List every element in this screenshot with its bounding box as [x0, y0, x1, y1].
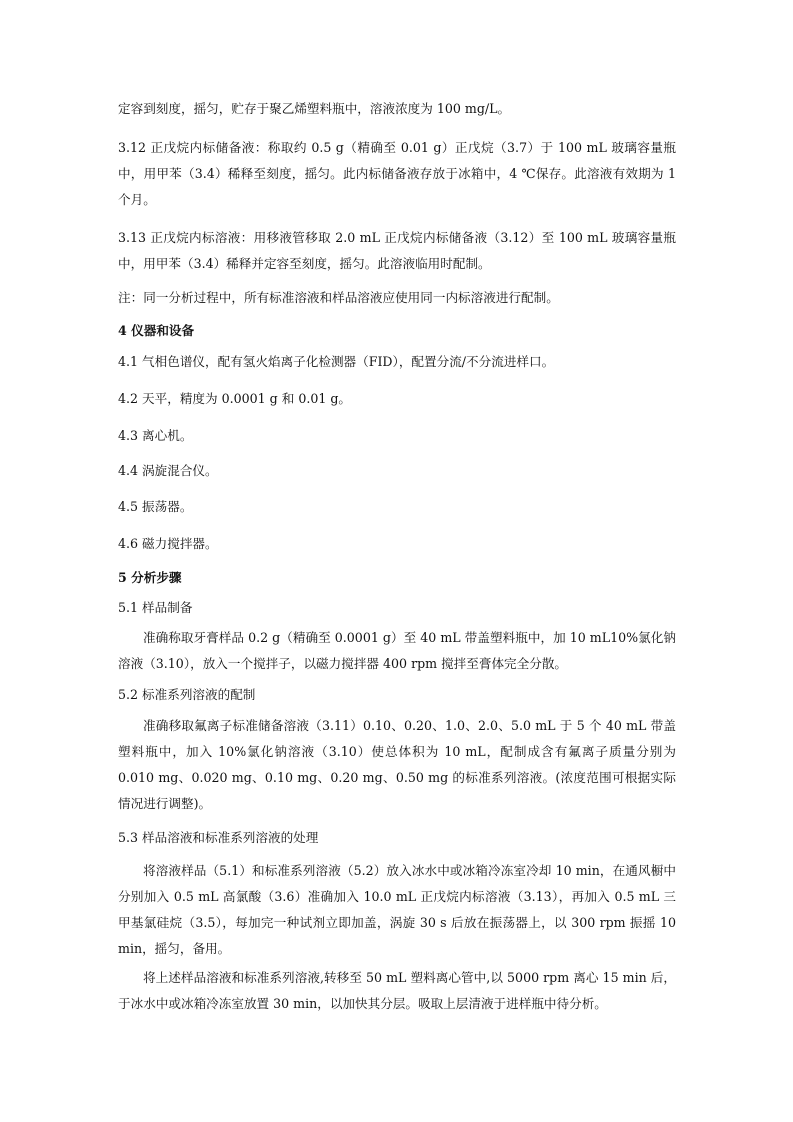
section-heading-4: 4 仪器和设备 — [118, 323, 195, 338]
paragraph-5-3-a: 将溶液样品（5.1）和标准系列溶液（5.2）放入冰水中或冰箱冷冻室冷却 10 min，在通风橱中分别加入 0.5 mL 高氯酸（3.6）准确加入 10.0 mL 正戊烷内标溶液（3.13），再加入 0.5 mL 三甲基氯硅烷（3.5），每加完一种试剂立即加盖，涡旋 30 s 后放在振荡器上，以 300 rpm 振摇 10 min，摇匀，备用。 — [118, 863, 676, 956]
item-4-2: 4.2 天平，精度为 0.0001 g 和 0.01 g。 — [118, 391, 352, 406]
note-paragraph: 注：同一分析过程中，所有标准溶液和样品溶液应使用同一内标溶液进行配制。 — [118, 290, 559, 305]
paragraph-5-3-b: 将上述样品溶液和标准系列溶液,转移至 50 mL 塑料离心管中,以 5000 rpm 离心 15 min 后，于冰水中或冰箱冷冻室放置 30 min，以加快其分层。吸取上层清液于进样瓶中待分析。 — [118, 970, 676, 1011]
paragraph-3-11-continuation: 定容到刻度，摇匀，贮存于聚乙烯塑料瓶中，溶液浓度为 100 mg/L。 — [118, 101, 511, 116]
section-heading-5: 5 分析步骤 — [118, 570, 182, 585]
paragraph-3-12: 3.12 正戊烷内标储备液：称取约 0.5 g（精确至 0.01 g）正戊烷（3.7）于 100 mL 玻璃容量瓶中，用甲苯（3.4）稀释至刻度，摇匀。此内标储备液存放于冰箱中，4 ℃保存。此溶液有效期为 1 个月。 — [118, 140, 676, 207]
item-4-6: 4.6 磁力搅拌器。 — [118, 536, 218, 551]
paragraph-3-13: 3.13 正戊烷内标溶液：用移液管移取 2.0 mL 正戊烷内标储备液（3.12）至 100 mL 玻璃容量瓶中，用甲苯（3.4）稀释并定容至刻度，摇匀。此溶液临用时配制。 — [118, 230, 676, 271]
item-4-1: 4.1 气相色谱仪，配有氢火焰离子化检测器（FID），配置分流/不分流进样口。 — [118, 354, 555, 369]
item-4-4: 4.4 涡旋混合仪。 — [118, 463, 218, 478]
paragraph-5-1: 准确称取牙膏样品 0.2 g（精确至 0.0001 g）至 40 mL 带盖塑料瓶中，加 10 mL10%氯化钠溶液（3.10），放入一个搅拌子，以磁力搅拌器 400 rpm 搅拌至膏体完全分散。 — [118, 630, 676, 671]
subsection-heading-5-3: 5.3 样品溶液和标准系列溶液的处理 — [118, 830, 319, 845]
subsection-heading-5-1: 5.1 样品制备 — [118, 600, 193, 615]
paragraph-5-2: 准确移取氟离子标准储备溶液（3.11）0.10、0.20、1.0、2.0、5.0 mL 于 5 个 40 mL 带盖塑料瓶中，加入 10%氯化钠溶液（3.10）使总体积为 10 mL，配制成含有氟离子质量分别为 0.010 mg、0.020 mg、0.10 mg、0.20 mg、0.50 mg 的标准系列溶液。(浓度范围可根据实际情况进行调整)。 — [118, 718, 676, 811]
subsection-heading-5-2: 5.2 标准系列溶液的配制 — [118, 687, 256, 702]
item-4-3: 4.3 离心机。 — [118, 428, 193, 443]
item-4-5: 4.5 振荡器。 — [118, 499, 193, 514]
